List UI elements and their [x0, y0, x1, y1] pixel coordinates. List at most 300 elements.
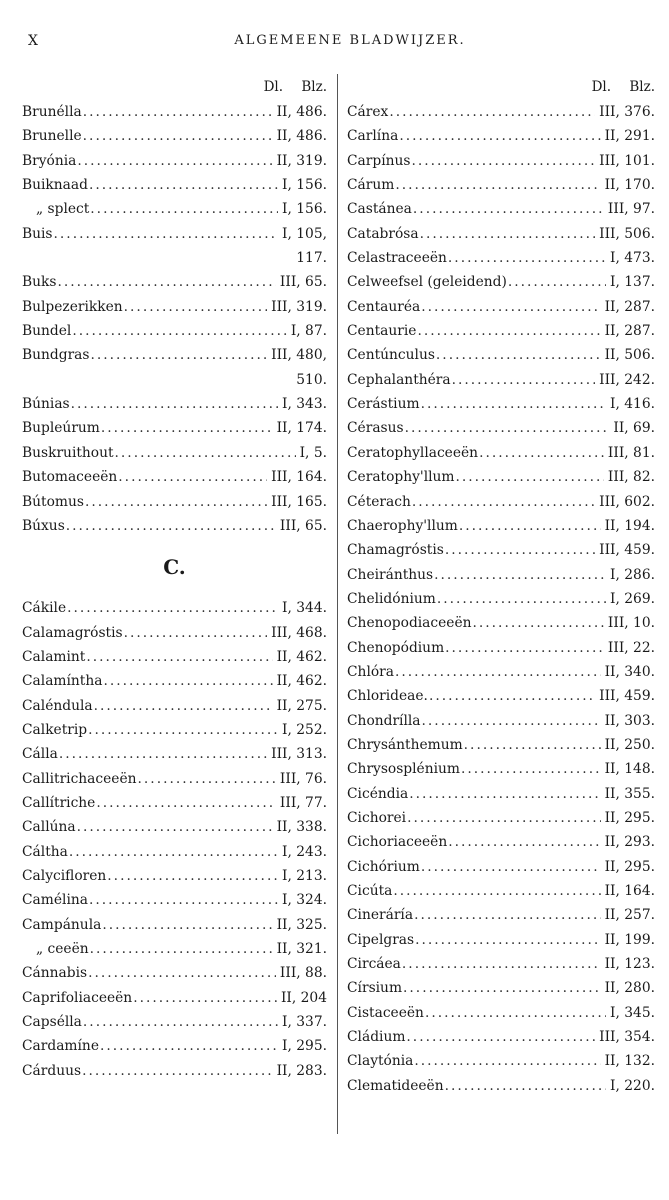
index-entry — [347, 976, 655, 1000]
index-entry — [22, 197, 327, 221]
leader-dots — [115, 441, 296, 465]
leader-dots — [429, 684, 595, 708]
entry-reference: III, 22. — [607, 639, 655, 656]
index-entry — [347, 514, 655, 538]
entry-reference: I, 269. — [610, 590, 655, 607]
entry-name: Cárex — [347, 104, 389, 120]
leader-dots — [103, 669, 272, 693]
entry-reference: I, 324. — [282, 892, 327, 909]
leader-dots — [411, 149, 595, 173]
entry-reference: III, 88. — [279, 965, 327, 982]
entry-name: Cephalanthéra — [347, 371, 451, 388]
index-entry — [347, 392, 655, 416]
leader-dots — [96, 791, 276, 815]
dl-heading: Dl. — [263, 79, 283, 95]
entry-name: Butomaceeën — [22, 469, 118, 486]
entry-name: Brunélla — [22, 104, 82, 120]
entry-name: Cichórium — [347, 858, 420, 875]
leader-dots — [412, 490, 595, 514]
index-entry — [347, 368, 655, 392]
entry-reference: I, 137. — [610, 274, 655, 291]
index-entry — [22, 742, 327, 766]
index-entry — [22, 1010, 327, 1034]
entry-name: Calamíntha — [22, 673, 103, 690]
index-entry — [22, 669, 327, 693]
entry-name: Cicéndia — [347, 785, 409, 802]
leader-dots — [89, 888, 278, 912]
entry-reference: III, 81. — [607, 444, 655, 461]
entry-name: Cineráría — [347, 907, 414, 924]
leader-dots — [421, 392, 606, 416]
index-entry — [22, 961, 327, 985]
index-entry — [22, 864, 327, 888]
leader-dots — [83, 100, 273, 124]
entry-name: Centauréa — [347, 298, 421, 315]
entry-name: Círsium — [347, 980, 403, 997]
leader-dots — [83, 124, 273, 148]
entry-reference: III, 77. — [279, 794, 327, 811]
index-entry — [347, 416, 655, 440]
leader-dots — [90, 343, 267, 367]
entry-reference: III, 506. — [599, 225, 655, 242]
index-entry — [22, 392, 327, 416]
index-entry — [22, 986, 327, 1010]
leader-dots — [437, 587, 606, 611]
column-header — [347, 74, 655, 100]
entry-name: Cerástium — [347, 396, 420, 413]
entry-reference: II, 283. — [276, 1062, 327, 1079]
entry-name: „ ceeën — [36, 941, 89, 957]
entry-name: Cákile — [22, 600, 67, 617]
leader-dots — [409, 782, 600, 806]
entry-reference: III, 10. — [607, 615, 655, 632]
leader-dots — [133, 986, 277, 1010]
index-entry — [347, 173, 655, 197]
section-heading-c: C. — [163, 555, 186, 580]
index-entry — [347, 782, 655, 806]
index-entry — [347, 222, 655, 246]
index-entry — [22, 416, 327, 440]
leader-dots — [479, 441, 604, 465]
leader-dots — [448, 830, 600, 854]
index-entry — [22, 514, 327, 538]
entry-reference: III, 65. — [279, 517, 327, 534]
entry-name: Buks — [22, 274, 57, 291]
leader-dots — [434, 563, 606, 587]
entry-reference: I, 213. — [282, 867, 327, 884]
leader-dots — [118, 465, 267, 489]
index-entry — [347, 879, 655, 903]
entry-reference: II, 123. — [604, 956, 655, 973]
leader-dots — [124, 295, 268, 319]
entry-name: Callítriche — [22, 794, 96, 811]
entry-reference: II, 199. — [604, 931, 655, 948]
entry-reference: I, 156. — [282, 177, 327, 194]
entry-name: Calamagróstis — [22, 624, 123, 641]
entry-name: Cheiránthus — [347, 566, 434, 583]
index-entry — [22, 270, 327, 294]
entry-reference: III, 165. — [271, 493, 327, 510]
leader-dots — [77, 815, 273, 839]
entry-reference: I, 345. — [610, 1004, 655, 1021]
leader-dots — [461, 757, 601, 781]
entry-reference: II, 204 — [280, 989, 327, 1006]
index-list-c — [22, 596, 327, 1083]
leader-dots — [90, 937, 273, 961]
leader-dots — [473, 611, 604, 635]
entry-name: Cárduus — [22, 1062, 82, 1079]
entry-reference: II, 148. — [604, 761, 655, 778]
leader-dots — [399, 124, 600, 148]
blz-heading: Blz. — [629, 79, 655, 95]
leader-dots — [57, 270, 275, 294]
entry-reference: III, 480, — [271, 347, 327, 364]
entry-name: Carpínus — [347, 152, 411, 169]
entry-reference: II, 287. — [604, 298, 655, 315]
entry-name: Brunelle — [22, 128, 82, 145]
index-entry — [22, 596, 327, 620]
index-list-b — [22, 100, 327, 538]
entry-reference: I, 295. — [282, 1038, 327, 1055]
entry-name: Clematideeën — [347, 1077, 444, 1094]
entry-reference: II, 355. — [604, 785, 655, 802]
leader-dots — [77, 149, 272, 173]
entry-name: Campánula — [22, 916, 102, 933]
index-entry — [347, 855, 655, 879]
entry-reference: III, 459. — [599, 688, 655, 705]
entry-name: Ceratophyllaceeën — [347, 444, 479, 461]
entry-name: Búxus — [22, 517, 65, 534]
leader-dots — [72, 319, 287, 343]
index-entry — [347, 343, 655, 367]
index-entry — [347, 1025, 655, 1049]
entry-reference: 510. — [296, 371, 327, 388]
leader-dots — [414, 903, 601, 927]
entry-name: Carlína — [347, 128, 399, 145]
entry-reference: III, 459. — [599, 542, 655, 559]
entry-name: Celweefsel (geleidend) — [347, 274, 507, 291]
leader-dots — [66, 514, 276, 538]
entry-reference: II, 321. — [276, 941, 327, 957]
entry-reference: I, 344. — [282, 600, 327, 617]
entry-reference: II, 486. — [276, 128, 327, 145]
index-entry — [347, 538, 655, 562]
entry-reference: II, 319. — [276, 152, 327, 169]
entry-name: Cánnabis — [22, 965, 88, 982]
leader-dots — [402, 952, 601, 976]
index-entry — [22, 441, 327, 465]
left-column — [22, 74, 327, 1083]
leader-dots — [59, 742, 267, 766]
leader-dots — [393, 879, 600, 903]
entry-reference: III, 82. — [607, 469, 655, 486]
page-number: X — [28, 33, 39, 49]
leader-dots — [421, 295, 600, 319]
entry-reference: I, 87. — [290, 323, 327, 340]
entry-name: Bundgras — [22, 347, 90, 364]
leader-dots — [417, 319, 600, 343]
leader-dots — [407, 806, 601, 830]
entry-name: Chrysosplénium — [347, 761, 460, 778]
entry-reference: III, 313. — [271, 746, 327, 763]
index-entry — [347, 733, 655, 757]
entry-reference: I, 337. — [282, 1014, 327, 1031]
entry-reference: I, 220. — [610, 1077, 655, 1094]
dl-heading: Dl. — [591, 79, 611, 95]
index-entry — [347, 270, 655, 294]
entry-reference: II, 295. — [604, 809, 655, 826]
leader-dots — [445, 1074, 606, 1098]
index-entry — [22, 222, 327, 246]
index-entry — [22, 621, 327, 645]
leader-dots — [90, 197, 278, 221]
leader-dots — [413, 197, 604, 221]
blz-heading: Blz. — [301, 79, 327, 95]
leader-dots — [459, 514, 601, 538]
index-entry — [347, 465, 655, 489]
entry-name: Caprifoliaceeën — [22, 989, 133, 1006]
entry-name: Castánea — [347, 201, 412, 218]
index-entry — [22, 791, 327, 815]
entry-reference: II, 325. — [276, 916, 327, 933]
index-entry — [22, 840, 327, 864]
index-entry — [347, 1049, 655, 1073]
leader-dots — [100, 1034, 278, 1058]
entry-name: Bupleúrum — [22, 420, 100, 437]
leader-dots — [425, 1001, 606, 1025]
leader-dots — [445, 636, 604, 660]
right-column — [347, 74, 655, 1098]
entry-name: Cárum — [347, 177, 395, 194]
entry-name: Caléndula — [22, 697, 93, 714]
index-entry — [347, 611, 655, 635]
index-entry — [22, 767, 327, 791]
entry-reference: II, 132. — [604, 1053, 655, 1070]
leader-dots — [88, 961, 276, 985]
index-entry — [22, 246, 327, 270]
leader-dots — [86, 645, 272, 669]
leader-dots — [67, 596, 278, 620]
entry-reference: III, 468. — [271, 624, 327, 641]
entry-name: Chondrílla — [347, 712, 421, 729]
leader-dots — [421, 855, 601, 879]
index-entry — [347, 441, 655, 465]
index-entry — [347, 1074, 655, 1098]
entry-reference: I, 343. — [282, 396, 327, 413]
entry-reference: I, 105, — [282, 225, 327, 242]
entry-name: Claytónia — [347, 1053, 414, 1070]
entry-name: Calketrip — [22, 721, 88, 738]
entry-reference: III, 319. — [271, 298, 327, 315]
entry-reference: II, 295. — [604, 858, 655, 875]
entry-name: Bundel — [22, 323, 72, 340]
entry-reference: II, 486. — [276, 104, 327, 120]
index-entry — [22, 694, 327, 718]
index-entry — [347, 100, 655, 124]
entry-reference: II, 506. — [604, 347, 655, 364]
index-entry — [347, 952, 655, 976]
index-entry — [347, 587, 655, 611]
leader-dots — [414, 1049, 600, 1073]
entry-reference: II, 69. — [613, 420, 655, 437]
entry-name: Bryónia — [22, 152, 77, 169]
leader-dots — [422, 709, 601, 733]
entry-reference: II, 275. — [276, 697, 327, 714]
index-entry — [347, 1001, 655, 1025]
leader-dots — [85, 490, 267, 514]
entry-reference: II, 250. — [604, 736, 655, 753]
leader-dots — [415, 928, 600, 952]
index-entry — [347, 490, 655, 514]
column-header — [22, 74, 327, 100]
entry-reference: II, 194. — [604, 517, 655, 534]
entry-reference: III, 65. — [279, 274, 327, 291]
index-entry — [347, 124, 655, 148]
entry-name: Camélina — [22, 892, 88, 909]
leader-dots — [405, 416, 610, 440]
entry-reference: II, 287. — [604, 323, 655, 340]
entry-reference: II, 340. — [604, 663, 655, 680]
leader-dots — [94, 694, 273, 718]
leader-dots — [445, 538, 595, 562]
entry-reference: III, 354. — [599, 1029, 655, 1046]
index-entry — [22, 815, 327, 839]
entry-name: Cicúta — [347, 883, 393, 899]
entry-name: Chenopodiaceeën — [347, 615, 472, 632]
entry-name: Calamint — [22, 648, 86, 665]
index-entry — [22, 718, 327, 742]
entry-reference: I, 5. — [299, 444, 327, 461]
leader-dots — [102, 913, 272, 937]
leader-dots — [395, 660, 601, 684]
entry-reference: III, 164. — [271, 469, 327, 486]
entry-name: Chenopódium — [347, 639, 445, 656]
entry-name: Bútomus — [22, 493, 84, 510]
index-entry — [22, 1034, 327, 1058]
index-list-right — [347, 100, 655, 1098]
leader-dots — [395, 173, 600, 197]
entry-reference: I, 243. — [282, 843, 327, 860]
entry-reference: II, 293. — [604, 834, 655, 851]
index-entry — [22, 888, 327, 912]
entry-reference: II, 338. — [276, 819, 327, 836]
entry-reference: II, 280. — [604, 980, 655, 997]
entry-name: Cládium — [347, 1029, 406, 1046]
entry-name: Capsélla — [22, 1014, 82, 1031]
entry-name: Cardamíne — [22, 1038, 99, 1055]
index-entry — [22, 645, 327, 669]
leader-dots — [124, 621, 268, 645]
entry-reference: III, 76. — [279, 770, 327, 787]
index-entry — [22, 173, 327, 197]
index-entry — [22, 295, 327, 319]
entry-reference: II, 174. — [276, 420, 327, 437]
leader-dots — [69, 840, 278, 864]
entry-name: Cichorei — [347, 809, 407, 826]
entry-name: Chaerophy'llum — [347, 517, 458, 534]
leader-dots — [101, 416, 273, 440]
index-entry — [347, 660, 655, 684]
index-entry — [347, 684, 655, 708]
entry-reference: I, 286. — [610, 566, 655, 583]
index-entry — [22, 100, 327, 124]
page-title: ALGEMEENE BLADWIJZER. — [234, 33, 466, 48]
index-entry — [22, 1059, 327, 1083]
entry-reference: I, 473. — [610, 250, 655, 267]
column-divider — [337, 74, 338, 1134]
leader-dots — [508, 270, 606, 294]
index-entry — [22, 343, 327, 367]
entry-name: Celastraceeën — [347, 250, 447, 267]
entry-name: Céterach — [347, 493, 411, 510]
index-entry — [347, 149, 655, 173]
entry-name: Callúna — [22, 819, 76, 836]
entry-reference: II, 257. — [604, 907, 655, 924]
index-entry — [347, 246, 655, 270]
entry-name: Centaurie — [347, 323, 417, 340]
entry-reference: II, 291. — [604, 128, 655, 145]
entry-name: Callitrichaceeën — [22, 770, 137, 787]
index-entry — [347, 903, 655, 927]
entry-name: Catabrósa — [347, 225, 419, 242]
entry-reference: II, 303. — [604, 712, 655, 729]
entry-reference: II, 164. — [604, 883, 655, 899]
entry-name: Chlorideae. — [347, 688, 428, 705]
index-entry — [347, 928, 655, 952]
entry-reference: II, 462. — [276, 673, 327, 690]
index-entry — [22, 319, 327, 343]
entry-name: Cistaceeën — [347, 1004, 424, 1021]
index-entry — [22, 937, 327, 961]
leader-dots — [138, 767, 276, 791]
leader-dots — [389, 100, 595, 124]
entry-reference: III, 97. — [607, 201, 655, 218]
index-entry — [347, 636, 655, 660]
index-entry — [347, 197, 655, 221]
leader-dots — [456, 465, 604, 489]
index-entry — [22, 490, 327, 514]
entry-name: Ceratophy'llum — [347, 469, 455, 486]
leader-dots — [89, 173, 278, 197]
leader-dots — [82, 1059, 273, 1083]
entry-name: Buiknaad — [22, 177, 88, 194]
entry-reference: I, 252. — [282, 721, 327, 738]
leader-dots — [448, 246, 606, 270]
entry-name: Chrysánthemum — [347, 736, 463, 753]
index-entry — [347, 806, 655, 830]
entry-reference: II, 170. — [604, 177, 655, 194]
entry-reference: I, 156. — [282, 201, 327, 218]
entry-reference: I, 416. — [610, 396, 655, 413]
entry-name: Bulpezerikken — [22, 298, 123, 315]
entry-name: Chamagróstis — [347, 542, 444, 559]
leader-dots — [107, 864, 278, 888]
entry-name: Calycifloren — [22, 867, 107, 884]
index-entry — [22, 124, 327, 148]
entry-reference: III, 376. — [599, 104, 655, 120]
entry-name: Cérasus — [347, 420, 404, 437]
entry-name: „ splect — [36, 201, 90, 218]
entry-name: Circáea — [347, 956, 401, 973]
index-entry — [347, 757, 655, 781]
leader-dots — [403, 976, 601, 1000]
entry-name: Cálla — [22, 746, 58, 763]
index-entry — [347, 319, 655, 343]
leader-dots — [464, 733, 601, 757]
entry-name: Cipelgras — [347, 931, 415, 948]
index-entry — [22, 368, 327, 392]
index-entry — [347, 709, 655, 733]
